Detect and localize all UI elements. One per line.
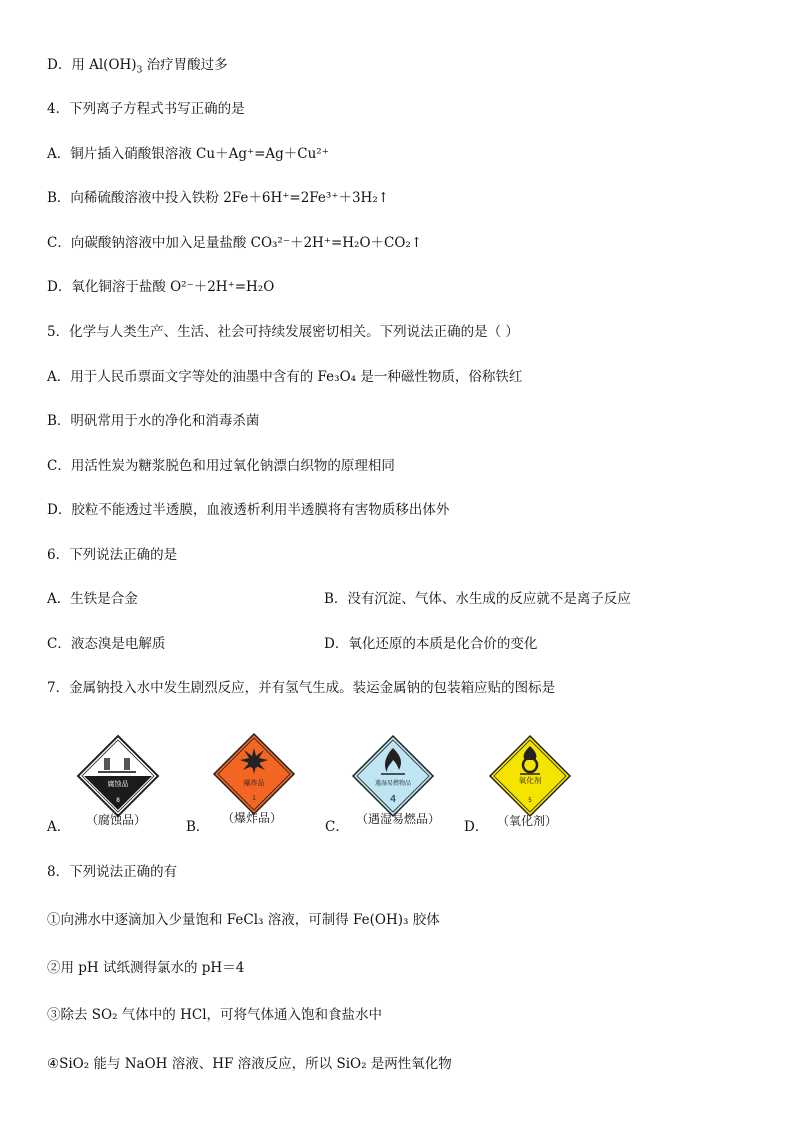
q4-option-a: A．铜片插入硝酸银溶液 Cu＋Ag⁺=Ag＋Cu²⁺ <box>47 146 329 162</box>
q7-option-b-label: B． <box>186 819 210 835</box>
svg-text:1: 1 <box>252 795 256 802</box>
q5-option-a: A．用于人民币票面文字等处的油墨中含有的 Fe₃O₄ 是一种磁性物质，俗称铁红 <box>47 369 523 385</box>
q5-option-b: B．明矾常用于水的净化和消毒杀菌 <box>47 413 260 429</box>
q4-option-c: C．向碳酸钠溶液中加入足量盐酸 CO₃²⁻＋2H⁺=H₂O＋CO₂↑ <box>47 235 423 251</box>
q3-option-d: D．用 $Al(OH)_3$ 治疗胃酸过多 <box>47 57 228 76</box>
q6-option-d: D．氧化还原的本质是化合价的变化 <box>324 636 538 652</box>
q7-caption-b: （爆炸品） <box>222 811 283 825</box>
q4-option-b: B．向稀硫酸溶液中投入铁粉 2Fe＋6H⁺=2Fe³⁺＋3H₂↑ <box>47 190 390 206</box>
explosive-sign <box>212 732 296 816</box>
q8-stem: 8．下列说法正确的有 <box>47 864 178 880</box>
dangerous-when-wet-sign <box>351 734 435 818</box>
q7-caption-a: （腐蚀品） <box>86 813 147 827</box>
q7-option-a-label: A． <box>47 819 71 835</box>
svg-text:8: 8 <box>116 797 120 804</box>
q6-option-a: A．生铁是合金 <box>47 591 138 607</box>
q7-stem: 7．金属钠投入水中发生剧烈反应，并有氢气生成。装运金属钠的包装箱应贴的图标是 <box>47 680 556 696</box>
svg-text:4: 4 <box>389 794 397 805</box>
q8-statement-1: ①向沸水中逐滴加入少量饱和 FeCl₃ 溶液，可制得 Fe(OH)₃ 胶体 <box>47 912 440 928</box>
oxidizer-sign <box>488 734 572 818</box>
q7-option-d-label: D． <box>464 819 489 835</box>
q7-caption-c: （遇湿易燃品） <box>356 812 441 826</box>
svg-text:爆炸品: 爆炸品 <box>243 779 265 787</box>
q6-option-c: C．液态溴是电解质 <box>47 636 166 652</box>
svg-text:遇湿易燃物品: 遇湿易燃物品 <box>374 780 412 787</box>
q8-statement-3: ③除去 SO₂ 气体中的 HCl，可将气体通入饱和食盐水中 <box>47 1007 383 1023</box>
q4-stem: 4．下列离子方程式书写正确的是 <box>47 101 245 117</box>
svg-text:腐蚀品: 腐蚀品 <box>107 780 129 788</box>
corrosive-sign <box>76 734 160 818</box>
svg-text:氧化剂: 氧化剂 <box>518 776 542 785</box>
q6-option-b: B．没有沉淀、气体、水生成的反应就不是离子反应 <box>324 591 631 607</box>
q6-stem: 6．下列说法正确的是 <box>47 547 178 563</box>
q5-option-c: C．用活性炭为糖浆脱色和用过氧化钠漂白织物的原理相同 <box>47 458 395 474</box>
q7-option-c-label: C． <box>325 819 349 835</box>
svg-text:5: 5 <box>528 797 532 804</box>
q8-statement-4: ④SiO₂ 能与 NaOH 溶液、HF 溶液反应，所以 SiO₂ 是两性氧化物 <box>47 1056 452 1072</box>
q5-stem: 5．化学与人类生产、生活、社会可持续发展密切相关。下列说法正确的是（ ） <box>47 324 519 340</box>
q8-statement-2: ②用 pH 试纸测得氯水的 pH＝4 <box>47 960 245 976</box>
q7-caption-d: （氧化剂） <box>497 814 558 828</box>
q5-option-d: D．胶粒不能透过半透膜，血液透析利用半透膜将有害物质移出体外 <box>47 502 450 518</box>
q4-option-d: D．氧化铜溶于盐酸 O²⁻＋2H⁺=H₂O <box>47 279 275 295</box>
